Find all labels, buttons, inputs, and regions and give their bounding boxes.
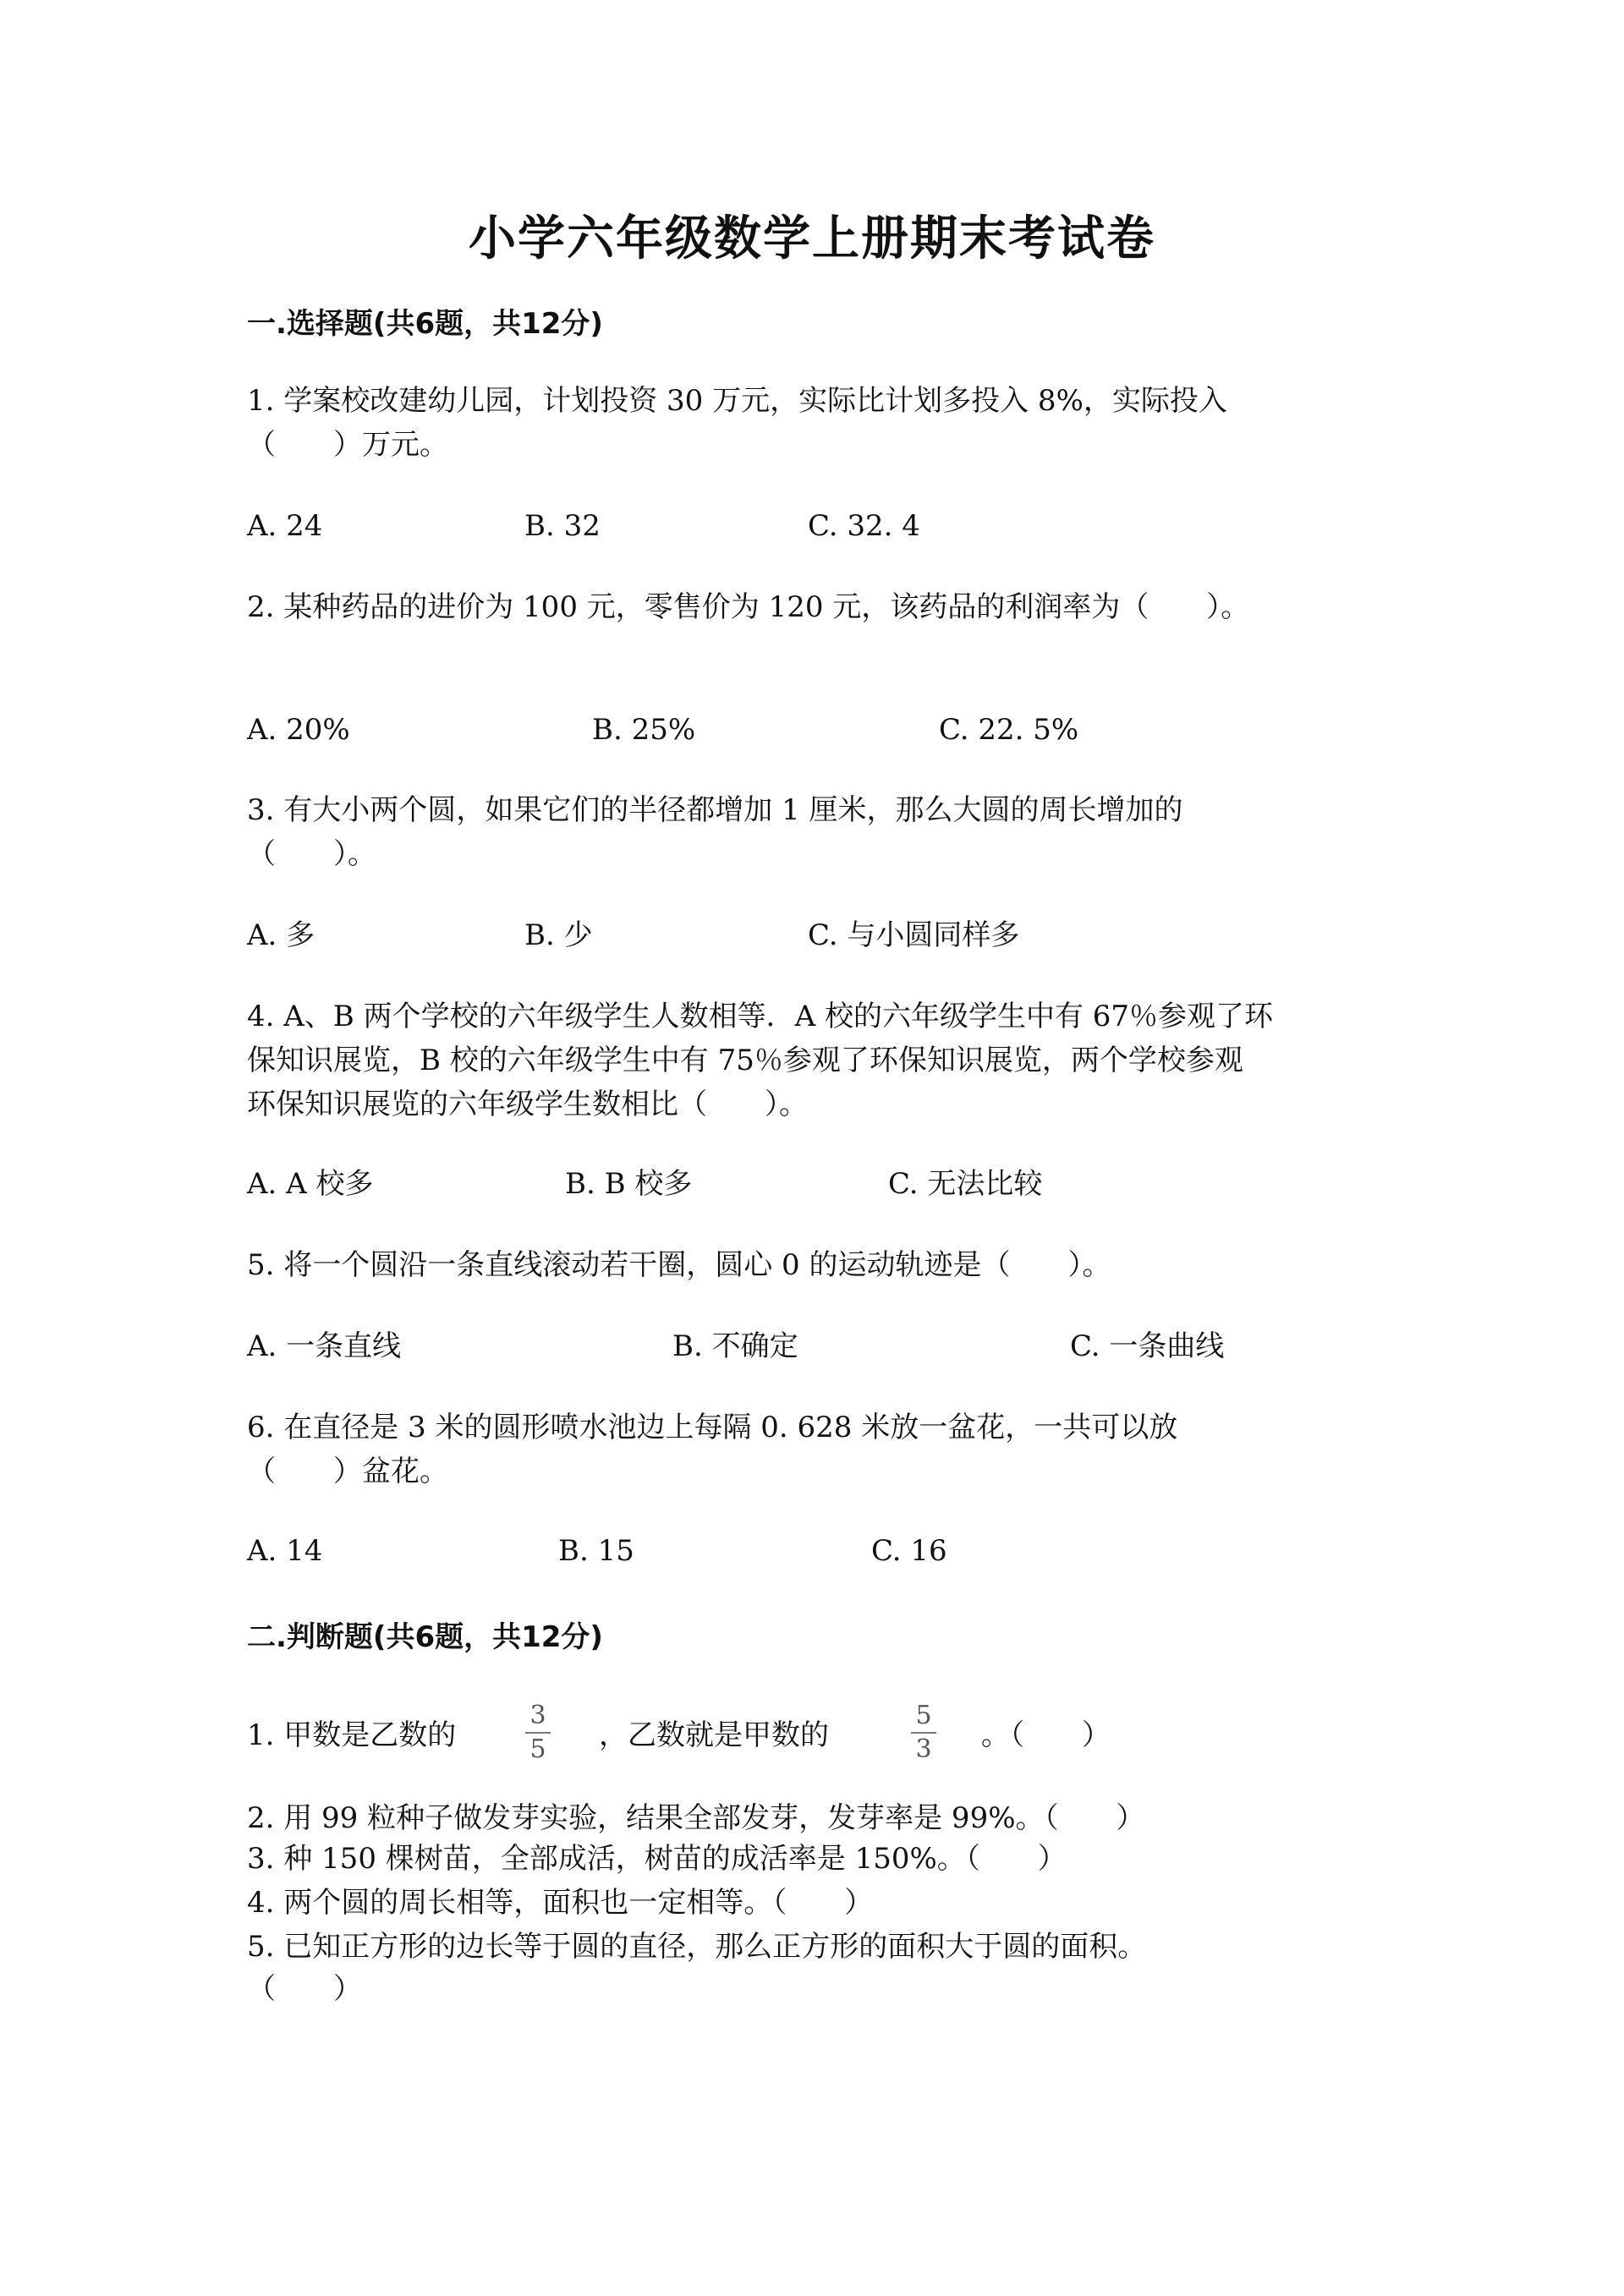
question-6-line-2: （ ）盆花。	[247, 1455, 448, 1488]
section-heading-choice: 一.选择题(共6题，共12分)	[247, 307, 603, 341]
judgement-5-line-2[interactable]: （ ）	[247, 1972, 362, 2006]
question-3-line-2: （ ）。	[247, 837, 376, 871]
question-6-option-a[interactable]: A. 14	[247, 1534, 323, 1568]
question-2-line-1: 2. 某种药品的进价为 100 元，零售价为 120 元，该药品的利润率为（ ）。	[247, 590, 1250, 624]
question-1-line-2: （ ）万元。	[247, 428, 448, 462]
question-1-line-1: 1. 学案校改建幼儿园，计划投资 30 万元，实际比计划多投入 8%，实际投入	[247, 384, 1227, 418]
judgement-1-prefix: 1. 甲数是乙数的	[247, 1718, 457, 1752]
question-5-option-c[interactable]: C. 一条曲线	[1070, 1329, 1225, 1363]
question-6-option-c[interactable]: C. 16	[871, 1534, 947, 1568]
section-heading-judgement: 二.判断题(共6题，共12分)	[247, 1620, 603, 1654]
question-2-option-b[interactable]: B. 25%	[592, 713, 696, 747]
fraction-bar	[525, 1732, 551, 1734]
fraction-bar	[911, 1732, 936, 1734]
question-2-option-a[interactable]: A. 20%	[247, 713, 350, 747]
fraction-numerator: 5	[915, 1701, 932, 1730]
question-4-line-2: 保知识展览，B 校的六年级学生中有 75％参观了环保知识展览，两个学校参观	[247, 1044, 1243, 1077]
question-5-option-b[interactable]: B. 不确定	[672, 1329, 798, 1363]
fraction-numerator: 3	[529, 1701, 546, 1730]
question-5-option-a[interactable]: A. 一条直线	[247, 1329, 402, 1363]
judgement-4[interactable]: 4. 两个圆的周长相等，面积也一定相等。（ ）	[247, 1886, 874, 1920]
question-6-line-1: 6. 在直径是 3 米的圆形喷水池边上每隔 0. 628 米放一盆花，一共可以放	[247, 1411, 1178, 1444]
question-4-option-b[interactable]: B. B 校多	[565, 1167, 693, 1201]
question-4-line-3: 环保知识展览的六年级学生数相比（ ）。	[247, 1088, 808, 1121]
question-3-option-a[interactable]: A. 多	[247, 918, 315, 952]
question-2-option-c[interactable]: C. 22. 5%	[939, 713, 1079, 747]
question-4-option-a[interactable]: A. A 校多	[247, 1167, 374, 1201]
question-6-option-b[interactable]: B. 15	[558, 1534, 634, 1568]
page-title: 小学六年级数学上册期末考试卷	[469, 211, 1155, 266]
question-4-line-1: 4. A、B 两个学校的六年级学生人数相等．A 校的六年级学生中有 67％参观了环	[247, 1000, 1274, 1033]
question-3-option-c[interactable]: C. 与小圆同样多	[808, 918, 1020, 952]
fraction-denominator: 5	[529, 1734, 546, 1764]
question-1-option-c[interactable]: C. 32. 4	[808, 509, 920, 543]
judgement-1-middle: ，乙数就是甲数的	[599, 1718, 829, 1752]
question-5-line-1: 5. 将一个圆沿一条直线滚动若干圈，圆心 0 的运动轨迹是（ ）。	[247, 1248, 1111, 1282]
fraction-five-thirds	[908, 1701, 939, 1764]
judgement-2[interactable]: 2. 用 99 粒种子做发芽实验，结果全部发芽，发芽率是 99%。（ ）	[247, 1801, 1145, 1835]
question-4-option-c[interactable]: C. 无法比较	[888, 1167, 1043, 1201]
judgement-3[interactable]: 3. 种 150 棵树苗，全部成活，树苗的成活率是 150%。（ ）	[247, 1842, 1067, 1876]
fraction-three-fifths	[523, 1701, 553, 1764]
fraction-denominator: 3	[915, 1734, 932, 1764]
question-1-option-b[interactable]: B. 32	[524, 509, 601, 543]
question-1-option-a[interactable]: A. 24	[247, 509, 323, 543]
judgement-1-suffix[interactable]: 。（ ）	[981, 1718, 1111, 1752]
judgement-5-line-1: 5. 已知正方形的边长等于圆的直径，那么正方形的面积大于圆的面积。	[247, 1930, 1147, 1964]
question-3-option-b[interactable]: B. 少	[524, 918, 593, 952]
question-3-line-1: 3. 有大小两个圆，如果它们的半径都增加 1 厘米，那么大圆的周长增加的	[247, 793, 1183, 827]
